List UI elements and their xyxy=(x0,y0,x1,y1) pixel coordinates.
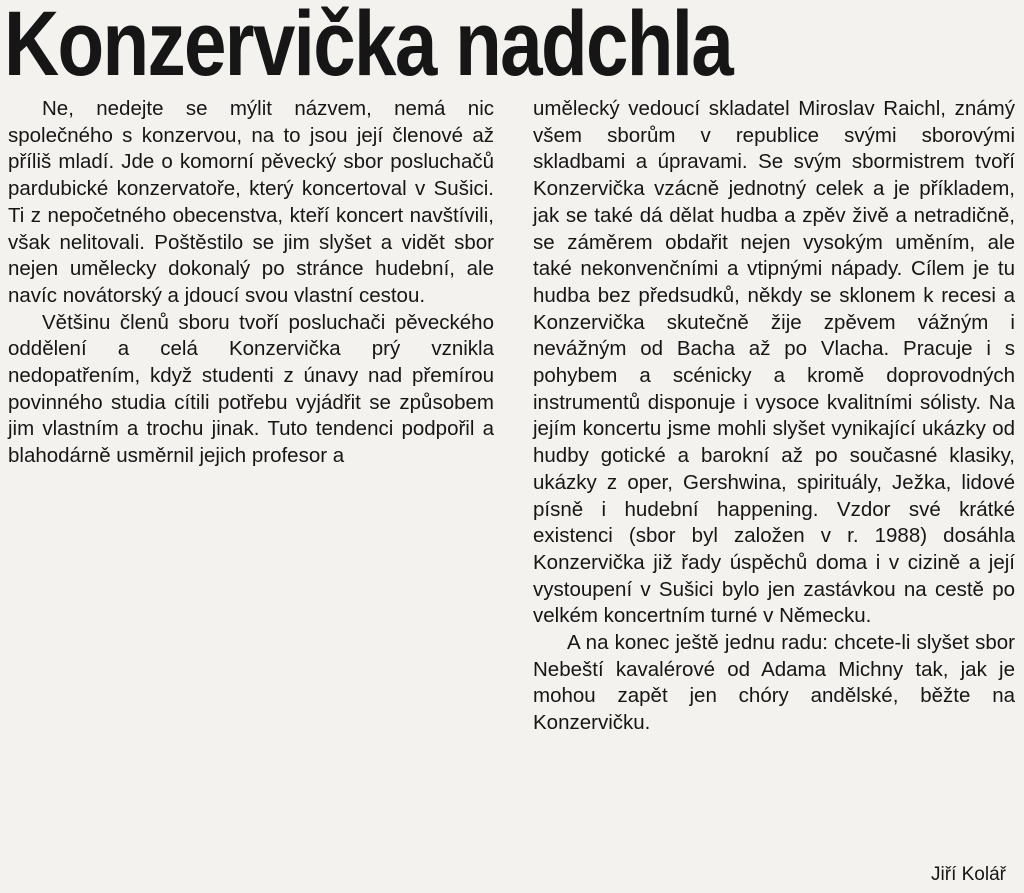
paragraph: A na konec ještě jednu radu: chcete-li slyšet sbor Nebeští kavalérové od Adama Michny tak, jak je mohou zapět jen chóry andělské, běžte na Konzervičku. xyxy=(533,631,1015,735)
paragraph: Většinu členů sboru tvoří posluchači pěveckého oddělení a celá Konzervička prý vznikla nedopatřením, když studenti z únavy nad přemírou povinného studia cítili potřebu vyjádřit se způsobem jim vlastním a trochu jinak. Tuto tendenci podpořil a blahodárně usměrnil jejich profesor a xyxy=(8,310,494,468)
author-signature: Jiří Kolář xyxy=(931,864,1006,885)
left-column xyxy=(8,96,494,470)
paragraph: umělecký vedoucí skladatel Miroslav Raichl, známý všem sborům v republice svými sborovými skladbami a úpravami. Se svým sbormistrem tvoří Konzervička vzácně jednotný celek a je příkladem, jak se také dá dělat hudba a zpěv živě a netradičně, se záměrem obdařit nejen vysokým uměním, ale také nekonvenčními a vtipnými nápady. Cílem je tu hudba bez předsudků, někdy se sklonem k recesi a Konzervička skutečně žije zpěvem vážným i nevážným od Bacha až po Vlacha. Pracuje i s pohybem a scénicky a kromě doprovodných instrumentů disponuje i vysoce kvalitními sólisty. Na jejím koncertu jsme mohli slyšet vynikající ukázky od hudby gotické a barokní až po současné klasiky, ukázky z oper, Gershwina, spirituály, Ježka, lidové písně i hudební happening. Vzdor své krátké existenci (sbor byl založen v r. 1988) dosáhla Konzervička již řady úspěchů doma i v cizině a její vystoupení v Sušici bylo jen zastávkou na cestě po velkém koncertním turné v Německu. xyxy=(533,97,1015,628)
paragraph: Ne, nedejte se mýlit názvem, nemá nic společného s konzervou, na to jsou její členové až příliš mladí. Jde o komorní pěvecký sbor posluchačů pardubické konzervatoře, který koncertoval v Sušici. Ti z nepočetného obecenstva, kteří koncert navštívili, však nelitovali. Poštěstilo se jim slyšet a vidět sbor nejen umělecky dokonalý po stránce hudební, ale navíc novátorský a jdoucí svou vlastní cestou. xyxy=(8,97,494,307)
right-column xyxy=(533,96,1015,737)
headline: Konzervička nadchla xyxy=(4,0,733,95)
